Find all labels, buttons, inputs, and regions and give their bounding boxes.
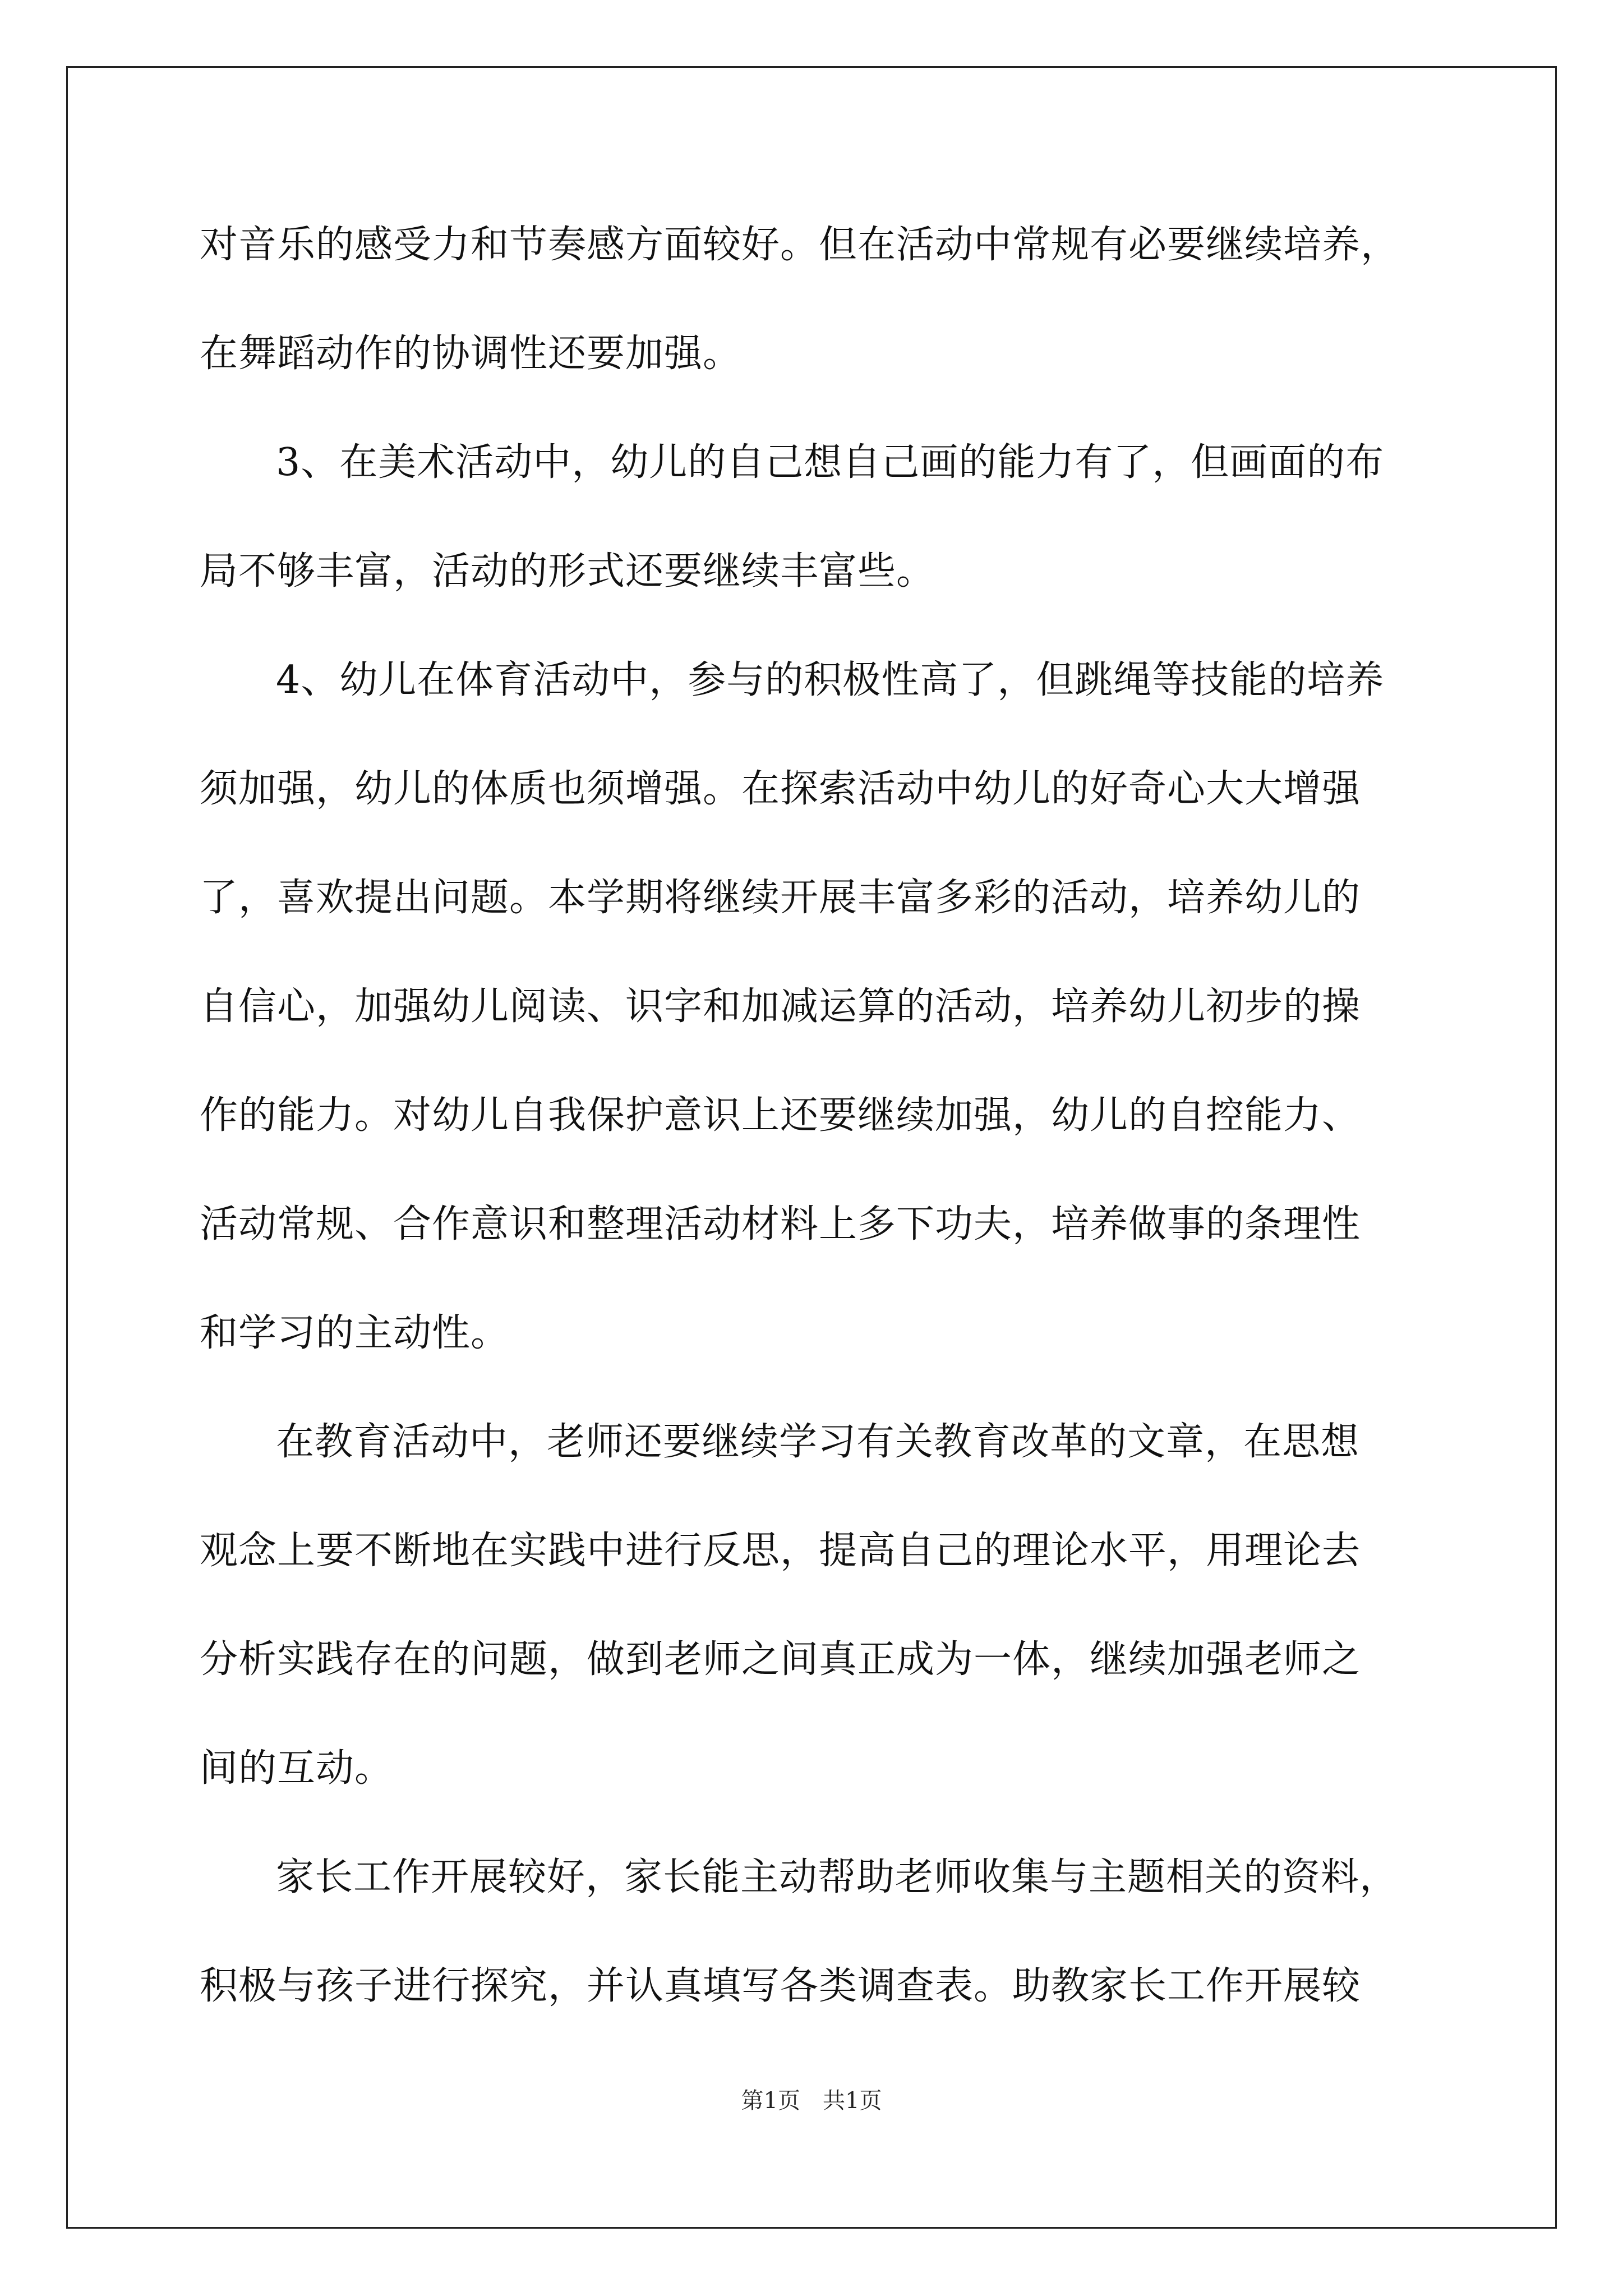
text-line: 观念上要不断地在实践中进行反思，提高自己的理论水平，用理论去 [200, 1529, 1361, 1573]
text-line: 和学习的主动性。 [200, 1311, 510, 1355]
text-line: 分析实践存在的问题，做到老师之间真正成为一体，继续加强老师之 [200, 1637, 1361, 1682]
text-line: 作的能力。对幼儿自我保护意识上还要继续加强，幼儿的自控能力、 [200, 1093, 1361, 1138]
text-line: 3、在美术活动中，幼儿的自己想自己画的能力有了，但画面的布 [276, 440, 1385, 485]
text-line: 家长工作开展较好，家长能主动帮助老师收集与主题相关的资料， [276, 1855, 1399, 1899]
text-line: 对音乐的感受力和节奏感方面较好。但在活动中常规有必要继续培养， [200, 223, 1400, 267]
text-line: 自信心，加强幼儿阅读、识字和加减运算的活动，培养幼儿初步的操 [200, 984, 1361, 1029]
text-line: 须加强，幼儿的体质也须增强。在探索活动中幼儿的好奇心大大增强 [200, 767, 1361, 811]
text-line: 积极与孩子进行探究，并认真填写各类调查表。助教家长工作开展较 [200, 1964, 1361, 2008]
text-line: 局不够丰富，活动的形式还要继续丰富些。 [200, 549, 935, 593]
text-line: 活动常规、合作意识和整理活动材料上多下功夫，培养做事的条理性 [200, 1202, 1361, 1246]
text-line: 在舞蹈动作的协调性还要加强。 [200, 332, 742, 376]
document-body [200, 191, 1433, 2041]
text-line: 间的互动。 [200, 1746, 394, 1791]
page-footer: 第1页 共1页 [741, 2088, 882, 2114]
text-line: 在教育活动中，老师还要继续学习有关教育改革的文章，在思想 [276, 1420, 1360, 1464]
text-line: 了，喜欢提出问题。本学期将继续开展丰富多彩的活动，培养幼儿的 [200, 876, 1361, 920]
text-line: 4、幼儿在体育活动中，参与的积极性高了，但跳绳等技能的培养 [276, 658, 1385, 702]
